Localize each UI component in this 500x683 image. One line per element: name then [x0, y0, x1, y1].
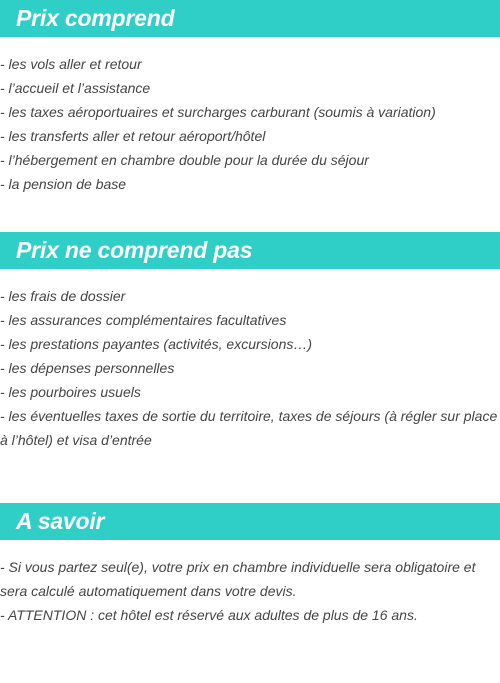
list-item: - la pension de base: [0, 176, 127, 192]
list-item: - les assurances complémentaires facultatives: [0, 312, 287, 328]
section-prix-comprend: [0, 0, 500, 232]
list-item: - les pourboires usuels: [0, 384, 141, 400]
section-list: [0, 37, 500, 232]
section-list: [0, 269, 500, 503]
section-a-savoir: [0, 503, 500, 627]
list-item: - les transferts aller et retour aéroport/hôtel: [0, 128, 266, 144]
section-title: Prix comprend: [0, 0, 500, 37]
list-item: - Si vous partez seul(e), votre prix en chambre individuelle sera obligatoire et sera calculé automatiquement dans votre devis.: [0, 559, 476, 599]
list-item: - l’hébergement en chambre double pour la durée du séjour: [0, 152, 369, 168]
list-item: - les taxes aéroportuaires et surcharges carburant (soumis à variation): [0, 104, 436, 120]
section-title: A savoir: [0, 503, 500, 540]
list-item: - les frais de dossier: [0, 288, 126, 304]
list-item: - les éventuelles taxes de sortie du territoire, taxes de séjours (à régler sur place à l’hôtel) et visa d’entrée: [0, 408, 498, 448]
list-item: - les dépenses personnelles: [0, 360, 175, 376]
list-item: - ATTENTION : cet hôtel est réservé aux adultes de plus de 16 ans.: [0, 607, 418, 623]
section-prix-ne-comprend-pas: [0, 232, 500, 503]
section-list: [0, 540, 500, 627]
list-item: - les prestations payantes (activités, excursions…): [0, 336, 313, 352]
section-title: Prix ne comprend pas: [0, 232, 500, 269]
list-item: - les vols aller et retour: [0, 56, 142, 72]
list-item: - l’accueil et l’assistance: [0, 80, 151, 96]
